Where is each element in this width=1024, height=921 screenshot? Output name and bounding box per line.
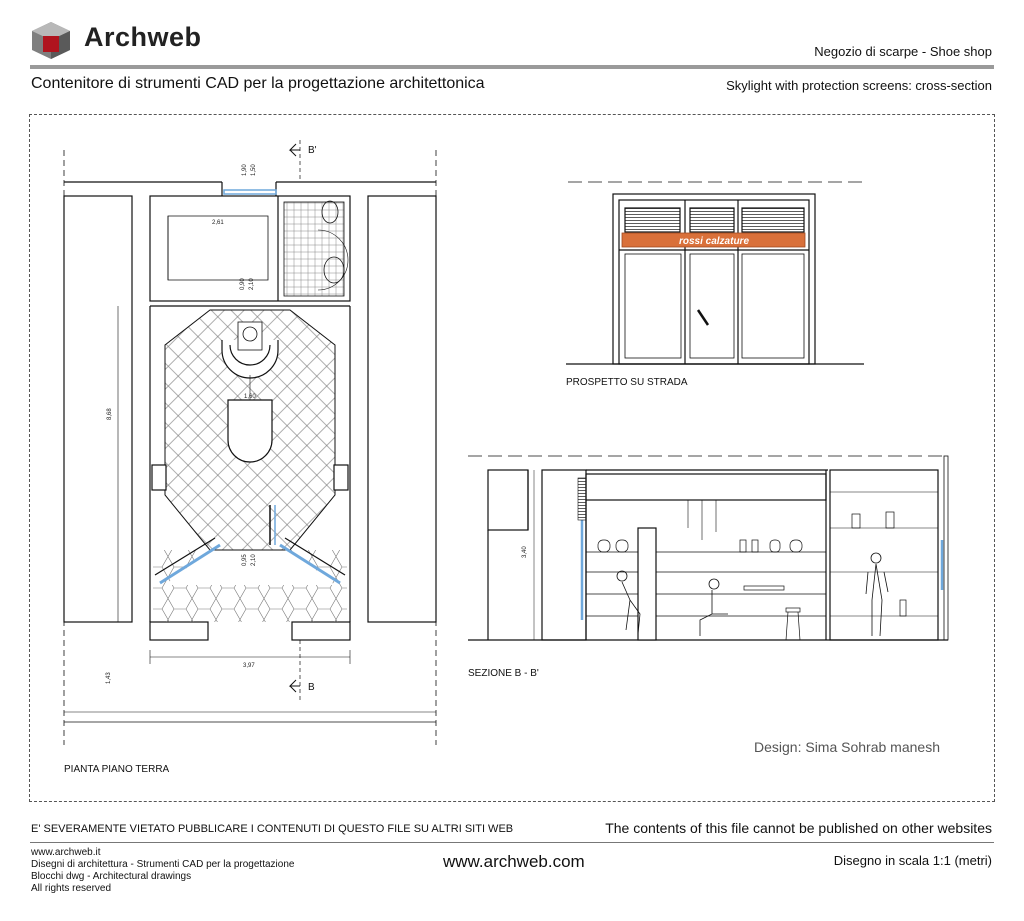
footer-site-link[interactable]: www.archweb.it	[31, 847, 101, 858]
dim-2-61: 2,61	[212, 220, 224, 226]
dim-1-50: 1,50	[251, 164, 257, 176]
dim-2-10a: 2,10	[249, 278, 255, 290]
cross-section-b	[468, 456, 948, 640]
dim-0-95: 0,95	[242, 554, 248, 566]
plan-label: PIANTA PIANO TERRA	[64, 764, 170, 775]
dim-1-90: 1,90	[242, 164, 248, 176]
section-label: SEZIONE B - B'	[468, 668, 539, 679]
designer-credit: Design: Sima Sohrab manesh	[754, 739, 940, 755]
section-marker-bottom: B	[308, 682, 315, 693]
dim-1-43: 1,43	[106, 672, 112, 684]
shop-sign: rossi calzature	[678, 236, 750, 247]
footer-divider	[30, 842, 994, 843]
project-name: Negozio di scarpe - Shoe shop	[814, 44, 992, 59]
section-marker-top: B'	[308, 145, 317, 156]
ground-floor-plan	[64, 140, 436, 745]
street-elevation	[566, 182, 864, 364]
dim-3-97: 3,97	[243, 663, 255, 669]
dim-1-60: 1,60	[244, 394, 256, 400]
warning-italian: E' SEVERAMENTE VIETATO PUBBLICARE I CONTENUTI DI QUESTO FILE SU ALTRI SITI WEB	[31, 823, 514, 835]
footer-line-4: All rights reserved	[31, 883, 112, 894]
warning-english: The contents of this file cannot be published on other websites	[605, 820, 992, 836]
footer-line-3: Blocchi dwg - Architectural drawings	[31, 871, 192, 882]
page-subtitle: Contenitore di strumenti CAD per la progettazione architettonica	[31, 75, 485, 92]
dim-0-90: 0,90	[240, 278, 246, 290]
footer-line-2: Disegni di architettura - Strumenti CAD per la progettazione	[31, 859, 295, 870]
brand-name: Archweb	[84, 22, 202, 52]
footer-site-url[interactable]: www.archweb.com	[443, 852, 585, 871]
dim-2-10b: 2,10	[251, 554, 257, 566]
drawing-title: Skylight with protection screens: cross-section	[726, 78, 992, 93]
dim-3-40: 3,40	[522, 546, 528, 558]
elevation-label: PROSPETTO SU STRADA	[566, 377, 688, 388]
scale-note: Disegno in scala 1:1 (metri)	[833, 853, 992, 868]
dim-8-68: 8,68	[107, 408, 113, 420]
